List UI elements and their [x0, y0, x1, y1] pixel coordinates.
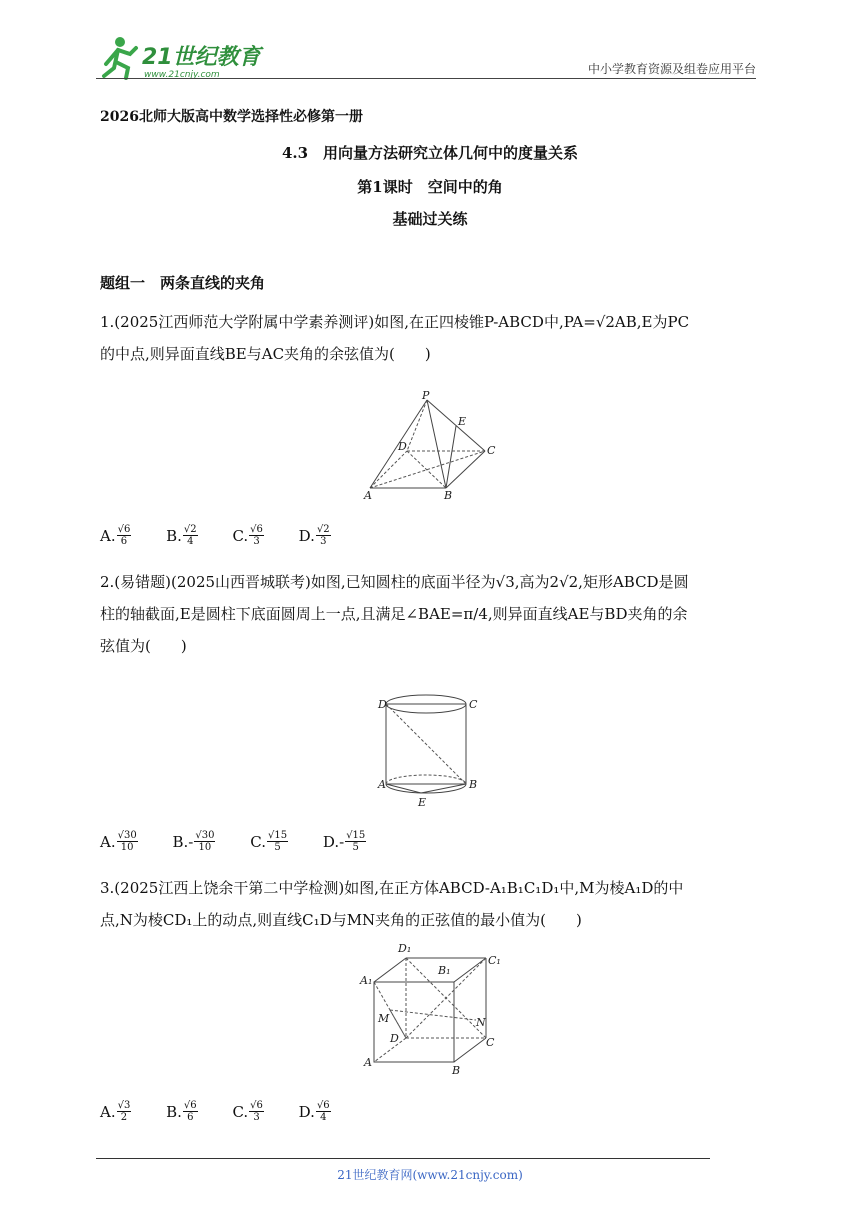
- question-2-line-2: 柱的轴截面,E是圆柱下底面圆周上一点,且满足∠BAE=π/4,则异面直线AE与BD夹角的余: [100, 605, 688, 623]
- label-E: E: [418, 796, 427, 809]
- label-A: A: [364, 1056, 372, 1069]
- label-B: B: [469, 778, 478, 791]
- label-C: C: [486, 1036, 495, 1049]
- footer-divider: [96, 1158, 710, 1159]
- label-E: E: [458, 415, 467, 428]
- lesson-title: 第1课时 空间中的角: [357, 178, 503, 196]
- cube-figure: [356, 938, 506, 1078]
- footer-link[interactable]: 21世纪教育网(www.21cnjy.com): [337, 1168, 523, 1182]
- question-3-line-2: 点,N为棱CD₁上的动点,则直线C₁D与MN夹角的正弦值的最小值为( ): [100, 911, 582, 929]
- option-c[interactable]: C. $\frac{√6}{3}$: [232, 1100, 263, 1123]
- logo-title: 21世纪教育: [142, 45, 261, 70]
- question-1: [100, 306, 772, 370]
- label-A: A: [378, 778, 386, 791]
- label-N: N: [476, 1016, 486, 1029]
- practice-title: 基础过关练: [392, 210, 468, 228]
- header-divider: [96, 78, 756, 79]
- cylinder-figure: [376, 690, 486, 812]
- option-b[interactable]: B. $\frac{√2}{4}$: [166, 524, 197, 547]
- question-2: [100, 566, 772, 662]
- question-2-options: [100, 830, 396, 853]
- label-A1: A₁: [360, 974, 373, 987]
- label-B: B: [452, 1064, 461, 1077]
- option-b[interactable]: B. $\frac{√6}{6}$: [166, 1100, 197, 1123]
- label-D: D: [378, 698, 387, 711]
- label-P: P: [422, 389, 430, 402]
- option-d[interactable]: D. $\frac{√6}{4}$: [298, 1100, 330, 1123]
- label-D: D: [398, 440, 407, 453]
- option-d[interactable]: D.- $\frac{√15}{5}$: [322, 830, 366, 853]
- question-3: [100, 872, 772, 936]
- section-title: 题组一 两条直线的夹角: [100, 274, 266, 292]
- label-D1: D₁: [398, 942, 412, 955]
- question-1-line-2: 的中点,则异面直线BE与AC夹角的余弦值为( ): [100, 345, 431, 363]
- logo-url: www.21cnjy.com: [144, 70, 220, 80]
- label-D: D: [390, 1032, 399, 1045]
- option-d[interactable]: D. $\frac{√2}{3}$: [298, 524, 330, 547]
- label-B1: B₁: [438, 964, 451, 977]
- runner-logo-icon: [96, 34, 266, 82]
- label-A: A: [364, 489, 372, 502]
- question-3-options: [100, 1100, 361, 1123]
- option-c[interactable]: C. $\frac{√15}{5}$: [250, 830, 288, 853]
- label-C: C: [487, 444, 496, 457]
- question-1-line-1: 1.(2025江西师范大学附属中学素养测评)如图,在正四棱锥P-ABCD中,PA=√2AB,E为PC: [100, 313, 690, 331]
- label-C: C: [469, 698, 478, 711]
- site-logo: [96, 34, 266, 82]
- question-2-line-1: 2.(易错题)(2025山西晋城联考)如图,已知圆柱的底面半径为√3,高为2√2,矩形ABCD是圆: [100, 573, 689, 591]
- option-a[interactable]: A. $\frac{√30}{10}$: [100, 830, 137, 853]
- label-B: B: [444, 489, 453, 502]
- question-1-options: [100, 524, 361, 547]
- question-2-line-3: 弦值为( ): [100, 637, 187, 655]
- option-c[interactable]: C. $\frac{√6}{3}$: [232, 524, 263, 547]
- option-b[interactable]: B.- $\frac{√30}{10}$: [172, 830, 215, 853]
- chapter-title: 4.3 用向量方法研究立体几何中的度量关系: [281, 144, 579, 162]
- option-a[interactable]: A. $\frac{√3}{2}$: [100, 1100, 131, 1123]
- question-3-line-1: 3.(2025江西上饶余干第二中学检测)如图,在正方体ABCD-A₁B₁C₁D₁中,M为棱A₁D的中: [100, 879, 684, 897]
- label-C1: C₁: [488, 954, 501, 967]
- pyramid-figure: [360, 388, 500, 504]
- option-a[interactable]: A. $\frac{√6}{6}$: [100, 524, 131, 547]
- label-M: M: [378, 1012, 390, 1025]
- book-title: 2026北师大版高中数学选择性必修第一册: [100, 109, 363, 125]
- header-platform-text: 中小学教育资源及组卷应用平台: [587, 62, 756, 76]
